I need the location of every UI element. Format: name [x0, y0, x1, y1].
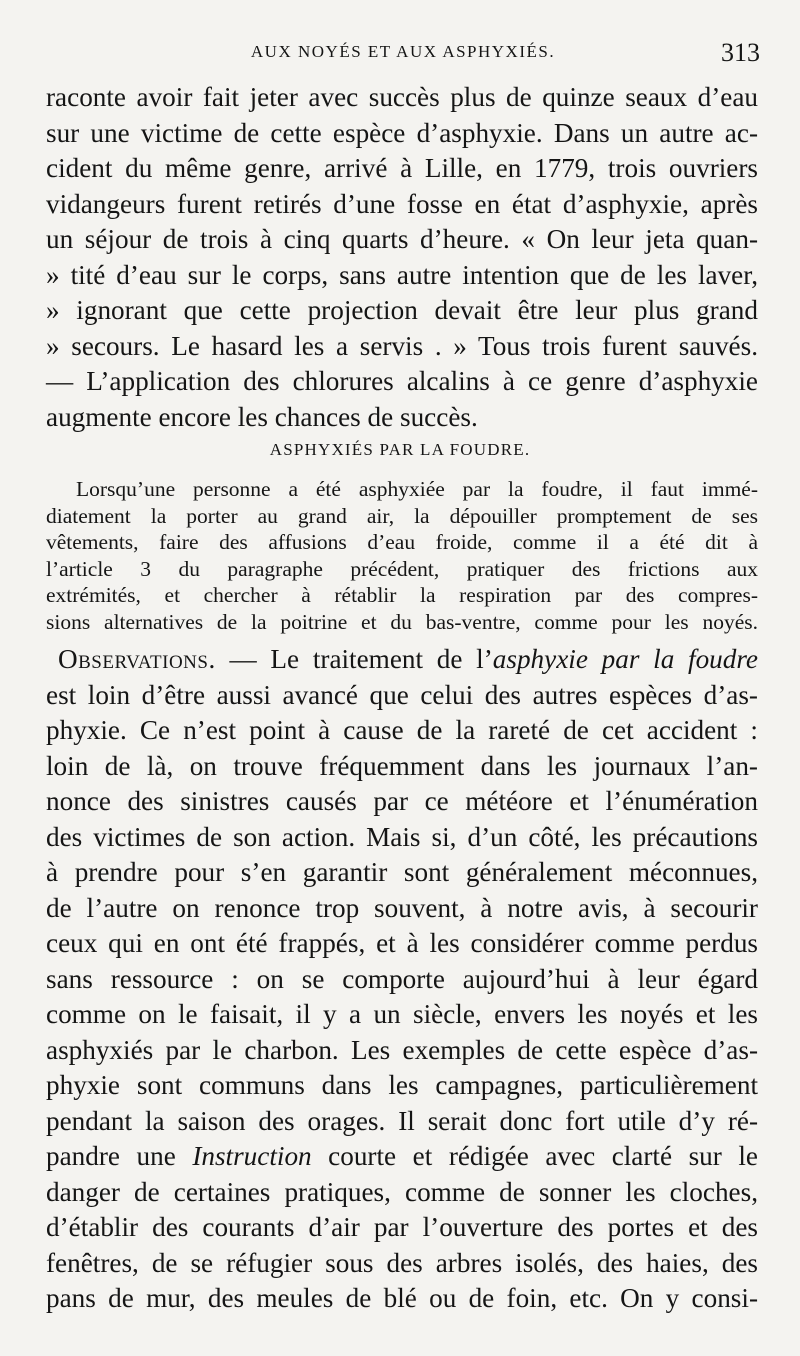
text-line: ceux qui en ont été frappés, et à les considérer comme perdus: [46, 928, 758, 958]
text-line: de l’autre on renonce trop souvent, à notre avis, à secourir: [46, 892, 758, 923]
text-line: loin de là, on trouve fréquemment dans les journaux l’an-: [46, 750, 758, 781]
text-line: extrémités, et chercher à rétablir la respiration par des compres-: [46, 583, 758, 608]
text-line: phyxie. Ce n’est point à cause de la rareté de cet accident :: [46, 715, 758, 745]
text-line: cident du même genre, arrivé à Lille, en 1779, trois ouvriers: [46, 153, 758, 183]
text-line: fenêtres, de se réfugier sous des arbres isolés, des haies, des: [46, 1247, 758, 1278]
text-line: vêtements, faire des affusions d’eau froide, comme il a été dit à: [46, 530, 758, 555]
text-line: sur une victime de cette espèce d’asphyxie. Dans un autre ac-: [46, 117, 758, 148]
text-line: Lorsqu’une personne a été asphyxiée par la foudre, il faut immé-: [76, 477, 758, 501]
text-line: vidangeurs furent retirés d’une fosse en état d’asphyxie, après: [46, 188, 758, 219]
text-line: » secours. Le hasard les a servis . » Tous trois furent sauvés.: [46, 330, 758, 361]
text-line: est loin d’être aussi avancé que celui des autres espèces d’as-: [46, 679, 758, 710]
running-head: AUX NOYÉS ET AUX ASPHYXIÉS.: [250, 42, 556, 61]
instruction-line: [46, 1139, 758, 1175]
text-line: danger de certaines pratiques, comme de sonner les cloches,: [46, 1176, 758, 1207]
paragraph-continuation: [46, 80, 758, 435]
text-line: un séjour de trois à cinq quarts d’heure. « On leur jeta quan-: [46, 224, 758, 254]
text-line: sans ressource : on se comporte aujourd’hui à leur égard: [46, 963, 758, 994]
text-line: » ignorant que cette projection devait être leur plus grand: [46, 295, 758, 325]
text-line: l’article 3 du paragraphe précédent, pratiquer des frictions aux: [46, 556, 758, 581]
text-line: raconte avoir fait jeter avec succès plus de quinze seaux d’eau: [46, 82, 758, 112]
text-line: à prendre pour s’en garantir sont généralement méconnues,: [46, 857, 758, 887]
text-line: — L’application des chlorures alcalins à ce genre d’asphyxie: [46, 366, 758, 396]
page-header: [46, 38, 760, 68]
text-line: asphyxiés par le charbon. Les exemples de cette espèce d’as-: [46, 1034, 758, 1065]
observations-lead: — Le traitement de l’: [215, 644, 493, 674]
instruction-post: courte et rédigée avec clarté sur le: [311, 1141, 758, 1171]
page-number: 313: [721, 38, 760, 67]
instruction-pre: pandre une: [46, 1141, 193, 1171]
instruction-italic: Instruction: [192, 1141, 312, 1171]
text-line: pendant la saison des orages. Il serait donc fort utile d’y ré-: [46, 1105, 758, 1136]
text-line: comme on le faisait, il y a un siècle, envers les noyés et les: [46, 999, 758, 1029]
text-line: d’établir des courants d’air par l’ouverture des portes et des: [46, 1212, 758, 1242]
instruction-paragraph: [46, 476, 758, 636]
text-line: augmente encore les chances de succès.: [46, 401, 478, 432]
observations-italic: asphyxie par la foudre: [492, 644, 758, 674]
text-line: pans de mur, des meules de blé ou de foin, etc. On y consi-: [46, 1283, 758, 1313]
text-line: phyxie sont communs dans les campagnes, particulièrement: [46, 1070, 758, 1100]
text-line: nonce des sinistres causés par ce météore et l’énumération: [46, 786, 758, 816]
text-line: des victimes de son action. Mais si, d’un côté, les précautions: [46, 821, 758, 852]
text-line: sions alternatives de la poitrine et du bas-ventre, comme pour les noyés.: [46, 609, 758, 634]
text-line: » tité d’eau sur le corps, sans autre intention que de les laver,: [46, 259, 758, 290]
observations-first-line: [46, 642, 758, 678]
observations-label: Observations.: [58, 644, 216, 674]
observations-paragraph: [46, 642, 758, 1317]
text-line: diatement la porter au grand air, la dépouiller promptement de ses: [46, 503, 758, 528]
section-heading: ASPHYXIÉS PAR LA FOUDRE.: [269, 440, 531, 459]
